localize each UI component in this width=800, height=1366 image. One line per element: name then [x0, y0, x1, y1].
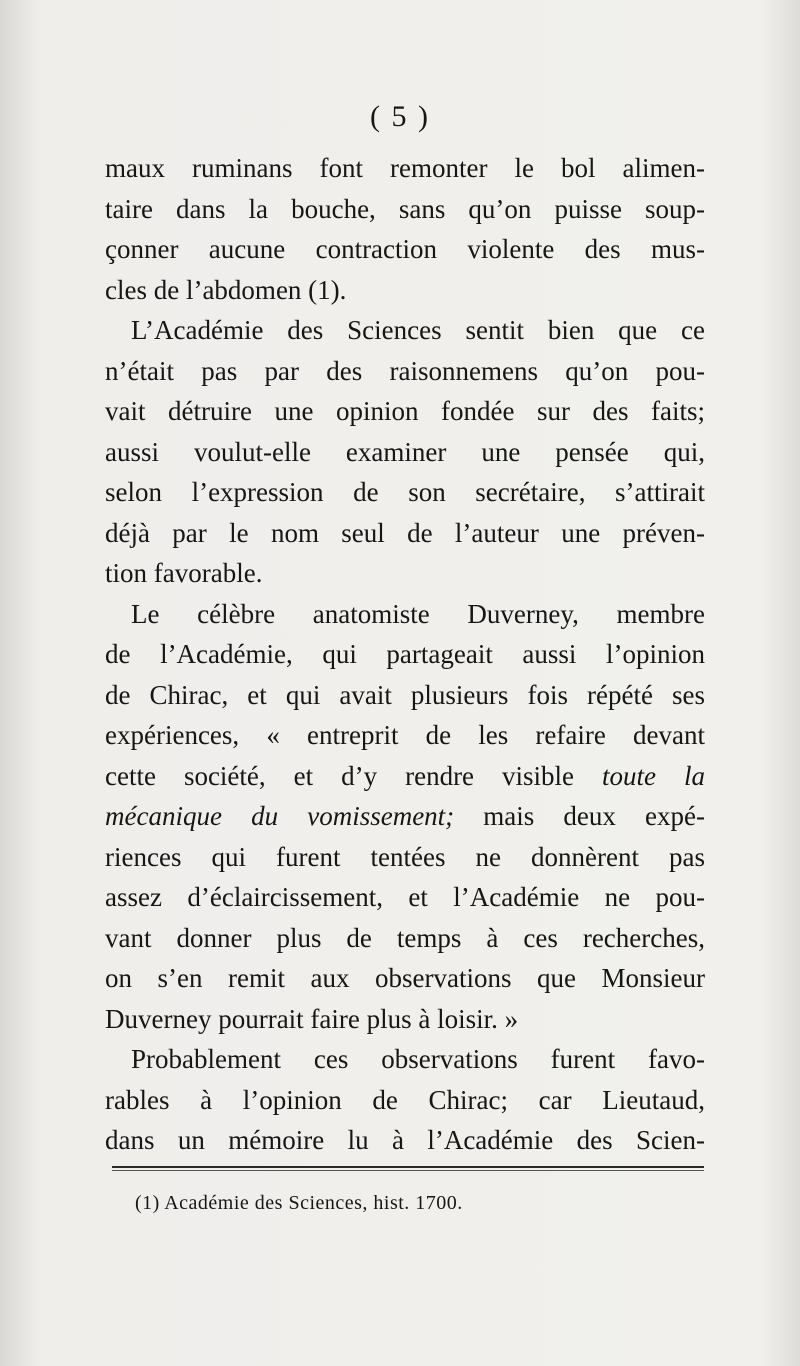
text-line: taire dans la bouche, sans qu’on puisse soup- [105, 193, 705, 224]
text-line: Probablement ces observations furent favo- [131, 1044, 705, 1074]
text-line: vant donner plus de temps à ces recherches, [105, 922, 705, 953]
text-line: de l’Académie, qui partageait aussi l’opinion [105, 639, 705, 669]
text-run: mais deux expé- [454, 801, 705, 831]
text-line: Le célèbre anatomiste Duverney, membre [131, 598, 705, 629]
text-line [105, 756, 705, 797]
footnote-rule [112, 1166, 704, 1168]
body-text [105, 148, 705, 1161]
text-line: çonner aucune contraction violente des mus- [105, 234, 705, 264]
text-line: cles de l’abdomen (1). [105, 274, 347, 305]
text-line: aussi voulut-elle examiner une pensée qui, [105, 436, 705, 467]
text-line: rables à l’opinion de Chirac; car Lieutaud, [105, 1084, 705, 1115]
text-line: Duverney pourrait faire plus à loisir. » [105, 1003, 519, 1034]
text-line: n’était pas par des raisonnemens qu’on pou- [105, 355, 705, 386]
text-line: selon l’expression de son secrétaire, s’attirait [105, 477, 705, 507]
text-line: vait détruire une opinion fondée sur des faits; [105, 396, 705, 426]
text-line: déjà par le nom seul de l’auteur une préven- [105, 517, 705, 548]
text-line: tion favorable. [105, 558, 263, 588]
text-line: assez d’éclaircissement, et l’Académie ne pou- [105, 882, 705, 912]
text-line: maux ruminans font remonter le bol alimen- [105, 153, 705, 183]
text-line [105, 796, 705, 837]
text-run: cette société, et d’y rendre visible [105, 760, 603, 791]
footnote-rule-thin [112, 1170, 704, 1171]
text-line: riences qui furent tentées ne donnèrent pas [105, 841, 705, 872]
italic-run: mécanique du vomissement; [105, 801, 455, 831]
footnote: (1) Académie des Sciences, hist. 1700. [135, 1192, 463, 1214]
text-line: on s’en remit aux observations que Monsieur [105, 963, 705, 993]
text-line: expériences, « entreprit de les refaire devant [105, 720, 705, 750]
page-number: ( 5 ) [370, 100, 430, 133]
italic-run: toute la [602, 760, 705, 791]
text-line: de Chirac, et qui avait plusieurs fois répété ses [105, 679, 705, 710]
text-line: L’Académie des Sciences sentit bien que ce [131, 315, 705, 345]
text-line: dans un mémoire lu à l’Académie des Scien- [105, 1125, 705, 1155]
